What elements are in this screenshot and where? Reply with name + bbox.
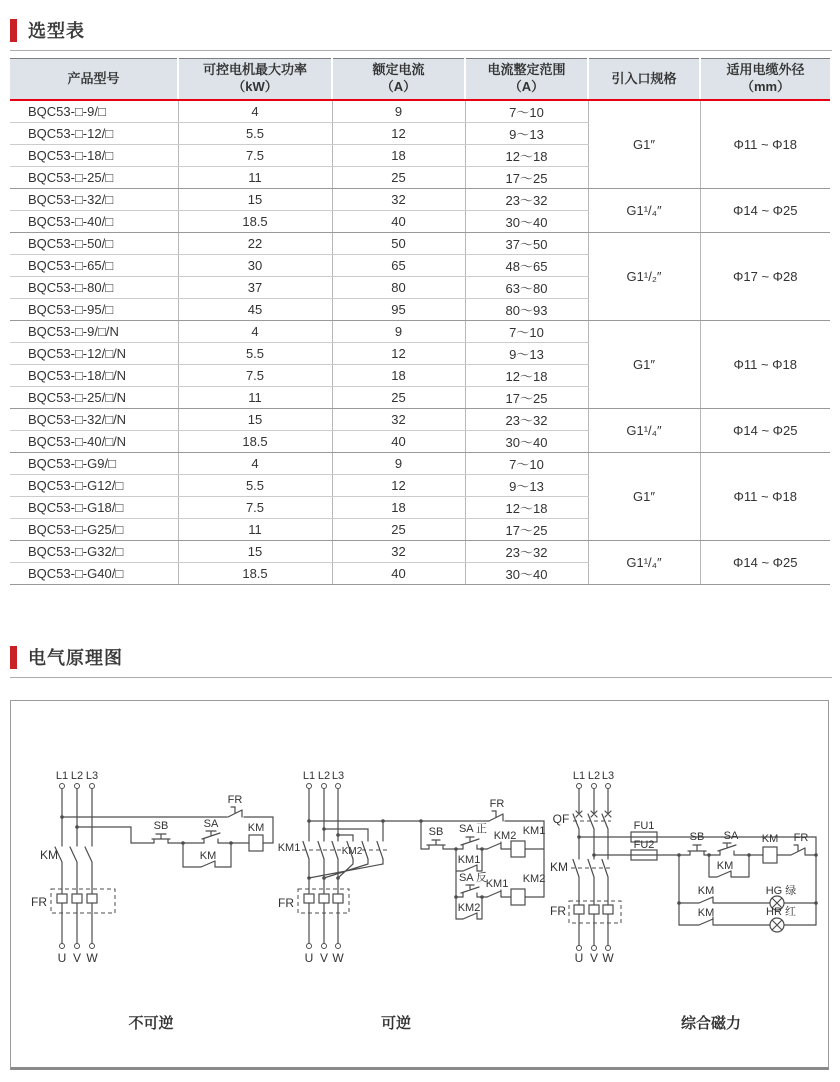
value-cell: 7.5 (178, 365, 332, 387)
model-cell: BQC53-□-12/□ (10, 123, 178, 145)
value-cell: 23～32 (465, 409, 588, 431)
phase-label: L2 (587, 770, 601, 782)
col-header-current: 额定电流 （A） (332, 59, 465, 101)
cable-diameter-cell: Φ11 ~ Φ18 (700, 321, 830, 409)
phase-label: L2 (70, 770, 84, 782)
circuit-combined-magnetic (550, 770, 818, 1032)
value-cell: 37～50 (465, 233, 588, 255)
coil-label: KM (247, 822, 265, 834)
value-cell: 18.5 (178, 211, 332, 233)
value-cell: 9～13 (465, 123, 588, 145)
inlet-spec-cell: G1¹/₄″ (588, 541, 700, 585)
motor-terminal-label: W (332, 951, 344, 965)
caption-reversible: 可逆 (380, 1015, 412, 1032)
model-cell: BQC53-□-25/□/N (10, 387, 178, 409)
coil-label: KM1 (522, 825, 546, 837)
value-cell: 11 (178, 519, 332, 541)
thermal-relay-label: FR (31, 895, 47, 909)
table-row (10, 100, 830, 123)
value-cell: 32 (332, 541, 465, 563)
selector-reverse-label: SA 反 (458, 872, 488, 884)
value-cell: 25 (332, 167, 465, 189)
model-cell: BQC53-□-40/□ (10, 211, 178, 233)
value-cell: 30～40 (465, 431, 588, 453)
thermal-contact-label: FR (489, 798, 505, 810)
inlet-spec-cell: G1″ (588, 321, 700, 409)
col-header-range: 电流整定范围 （A） (465, 59, 588, 101)
col-header-model: 产品型号 (10, 59, 178, 101)
value-cell: 7.5 (178, 497, 332, 519)
aux-contact-label: KM (716, 860, 734, 872)
cable-diameter-cell: Φ11 ~ Φ18 (700, 100, 830, 189)
value-cell: 5.5 (178, 475, 332, 497)
coil-label: KM (761, 833, 779, 845)
selection-table-section-header (10, 17, 832, 51)
aux-contact-label: KM (199, 850, 217, 862)
value-cell: 17～25 (465, 519, 588, 541)
selection-table-head (10, 59, 830, 101)
value-cell: 4 (178, 321, 332, 343)
value-cell: 17～25 (465, 167, 588, 189)
value-cell: 18.5 (178, 431, 332, 453)
model-cell: BQC53-□-9/□ (10, 100, 178, 123)
fuse-label: FU1 (633, 820, 655, 832)
stop-button-label: SB (689, 831, 705, 843)
table-row (10, 189, 830, 211)
value-cell: 50 (332, 233, 465, 255)
value-cell: 23～32 (465, 189, 588, 211)
circuit-reversible (278, 770, 546, 1032)
value-cell: 12 (332, 475, 465, 497)
value-cell: 30～40 (465, 211, 588, 233)
interlock-label: KM2 (493, 830, 517, 842)
motor-terminal-label: V (72, 951, 82, 965)
value-cell: 40 (332, 431, 465, 453)
value-cell: 45 (178, 299, 332, 321)
breaker-label: QF (552, 812, 570, 826)
value-cell: 9 (332, 100, 465, 123)
fuse-label: FU2 (633, 839, 655, 851)
phase-label: L1 (302, 770, 316, 782)
value-cell: 5.5 (178, 123, 332, 145)
selector-label: SA (723, 830, 739, 842)
value-cell: 17～25 (465, 387, 588, 409)
contactor-label: KM (550, 860, 568, 874)
value-cell: 30 (178, 255, 332, 277)
cable-diameter-cell: Φ11 ~ Φ18 (700, 453, 830, 541)
red-accent-bar (10, 646, 17, 669)
value-cell: 4 (178, 100, 332, 123)
table-row (10, 321, 830, 343)
value-cell: 7～10 (465, 100, 588, 123)
phase-label: L3 (601, 770, 615, 782)
model-cell: BQC53-□-G32/□ (10, 541, 178, 563)
model-cell: BQC53-□-32/□ (10, 189, 178, 211)
table-row (10, 233, 830, 255)
inlet-spec-cell: G1¹/₄″ (588, 409, 700, 453)
phase-label: L1 (55, 770, 69, 782)
value-cell: 4 (178, 453, 332, 475)
motor-terminal-label: U (57, 951, 67, 965)
circuit-nonreversible (31, 770, 273, 1032)
interlock-label: KM1 (485, 878, 509, 890)
value-cell: 95 (332, 299, 465, 321)
motor-terminal-label: U (574, 951, 584, 965)
aux-contact-label: KM (697, 885, 715, 897)
cable-diameter-cell: Φ14 ~ Φ25 (700, 541, 830, 585)
motor-terminal-label: W (86, 951, 98, 965)
motor-terminal-label: U (304, 951, 314, 965)
value-cell: 11 (178, 387, 332, 409)
value-cell: 9 (332, 321, 465, 343)
red-lamp-label: HR 红 (766, 906, 796, 918)
value-cell: 25 (332, 387, 465, 409)
value-cell: 11 (178, 167, 332, 189)
inlet-spec-cell: G1¹/₄″ (588, 189, 700, 233)
thermal-contact-label: FR (227, 794, 243, 806)
value-cell: 18 (332, 145, 465, 167)
table-row (10, 409, 830, 431)
col-header-power: 可控电机最大功率 （kW） (178, 59, 332, 101)
stop-button-label: SB (428, 826, 444, 838)
contactor-label: KM (40, 848, 58, 862)
value-cell: 30～40 (465, 563, 588, 585)
schematic-panel (10, 700, 829, 1070)
cable-diameter-cell: Φ14 ~ Φ25 (700, 189, 830, 233)
value-cell: 32 (332, 409, 465, 431)
aux-contact-label: KM1 (457, 854, 481, 866)
schematic-section-header (10, 644, 832, 678)
value-cell: 9～13 (465, 475, 588, 497)
value-cell: 15 (178, 541, 332, 563)
value-cell: 22 (178, 233, 332, 255)
value-cell: 40 (332, 563, 465, 585)
value-cell: 48～65 (465, 255, 588, 277)
value-cell: 5.5 (178, 343, 332, 365)
model-cell: BQC53-□-25/□ (10, 167, 178, 189)
value-cell: 12 (332, 343, 465, 365)
stop-button-label: SB (153, 820, 169, 832)
value-cell: 18 (332, 497, 465, 519)
value-cell: 80 (332, 277, 465, 299)
phase-label: L1 (572, 770, 586, 782)
value-cell: 15 (178, 189, 332, 211)
model-cell: BQC53-□-40/□/N (10, 431, 178, 453)
model-cell: BQC53-□-18/□/N (10, 365, 178, 387)
value-cell: 12 (332, 123, 465, 145)
caption-nonreversible: 不可逆 (128, 1015, 174, 1032)
aux-contact-label: KM2 (457, 902, 481, 914)
motor-terminal-label: V (589, 951, 599, 965)
contactor-label: KM2 (341, 846, 363, 857)
contactor-label: KM1 (277, 842, 301, 854)
col-header-inlet: 引入口规格 (588, 59, 700, 101)
value-cell: 63～80 (465, 277, 588, 299)
selection-table-body (10, 100, 830, 585)
thermal-relay-label: FR (278, 896, 294, 910)
model-cell: BQC53-□-G9/□ (10, 453, 178, 475)
value-cell: 80～93 (465, 299, 588, 321)
value-cell: 37 (178, 277, 332, 299)
green-lamp-label: HG 绿 (765, 885, 797, 897)
value-cell: 23～32 (465, 541, 588, 563)
inlet-spec-cell: G1″ (588, 453, 700, 541)
cable-diameter-cell: Φ17 ~ Φ28 (700, 233, 830, 321)
model-cell: BQC53-□-G12/□ (10, 475, 178, 497)
red-accent-bar (10, 19, 17, 42)
aux-contact-label: KM (697, 907, 715, 919)
selection-table (10, 58, 830, 585)
inlet-spec-cell: G1¹/₂″ (588, 233, 700, 321)
section-title-selection: 选型表 (28, 21, 85, 41)
model-cell: BQC53-□-32/□/N (10, 409, 178, 431)
inlet-spec-cell: G1″ (588, 100, 700, 189)
thermal-contact-label: FR (793, 832, 809, 844)
value-cell: 25 (332, 519, 465, 541)
value-cell: 15 (178, 409, 332, 431)
model-cell: BQC53-□-50/□ (10, 233, 178, 255)
selector-label: SA (203, 818, 219, 830)
coil-label: KM2 (522, 873, 546, 885)
phase-label: L3 (331, 770, 345, 782)
value-cell: 40 (332, 211, 465, 233)
cable-diameter-cell: Φ14 ~ Φ25 (700, 409, 830, 453)
table-row (10, 453, 830, 475)
col-header-cable: 适用电缆外径 （mm） (700, 59, 830, 101)
value-cell: 7～10 (465, 321, 588, 343)
caption-combined-magnetic: 综合磁力 (680, 1015, 742, 1032)
selector-forward-label: SA 正 (458, 823, 488, 835)
value-cell: 32 (332, 189, 465, 211)
value-cell: 12～18 (465, 145, 588, 167)
value-cell: 65 (332, 255, 465, 277)
model-cell: BQC53-□-9/□/N (10, 321, 178, 343)
motor-terminal-label: W (602, 951, 614, 965)
model-cell: BQC53-□-65/□ (10, 255, 178, 277)
model-cell: BQC53-□-12/□/N (10, 343, 178, 365)
value-cell: 9～13 (465, 343, 588, 365)
phase-label: L3 (85, 770, 99, 782)
model-cell: BQC53-□-18/□ (10, 145, 178, 167)
model-cell: BQC53-□-G40/□ (10, 563, 178, 585)
value-cell: 7～10 (465, 453, 588, 475)
model-cell: BQC53-□-95/□ (10, 299, 178, 321)
model-cell: BQC53-□-G18/□ (10, 497, 178, 519)
table-row (10, 541, 830, 563)
model-cell: BQC53-□-G25/□ (10, 519, 178, 541)
value-cell: 18 (332, 365, 465, 387)
value-cell: 12～18 (465, 497, 588, 519)
circuit-diagrams-svg (11, 701, 828, 1065)
value-cell: 9 (332, 453, 465, 475)
value-cell: 12～18 (465, 365, 588, 387)
motor-terminal-label: V (319, 951, 329, 965)
section-title-schematic: 电气原理图 (28, 648, 123, 668)
value-cell: 7.5 (178, 145, 332, 167)
phase-label: L2 (317, 770, 331, 782)
model-cell: BQC53-□-80/□ (10, 277, 178, 299)
value-cell: 18.5 (178, 563, 332, 585)
thermal-relay-label: FR (550, 904, 566, 918)
